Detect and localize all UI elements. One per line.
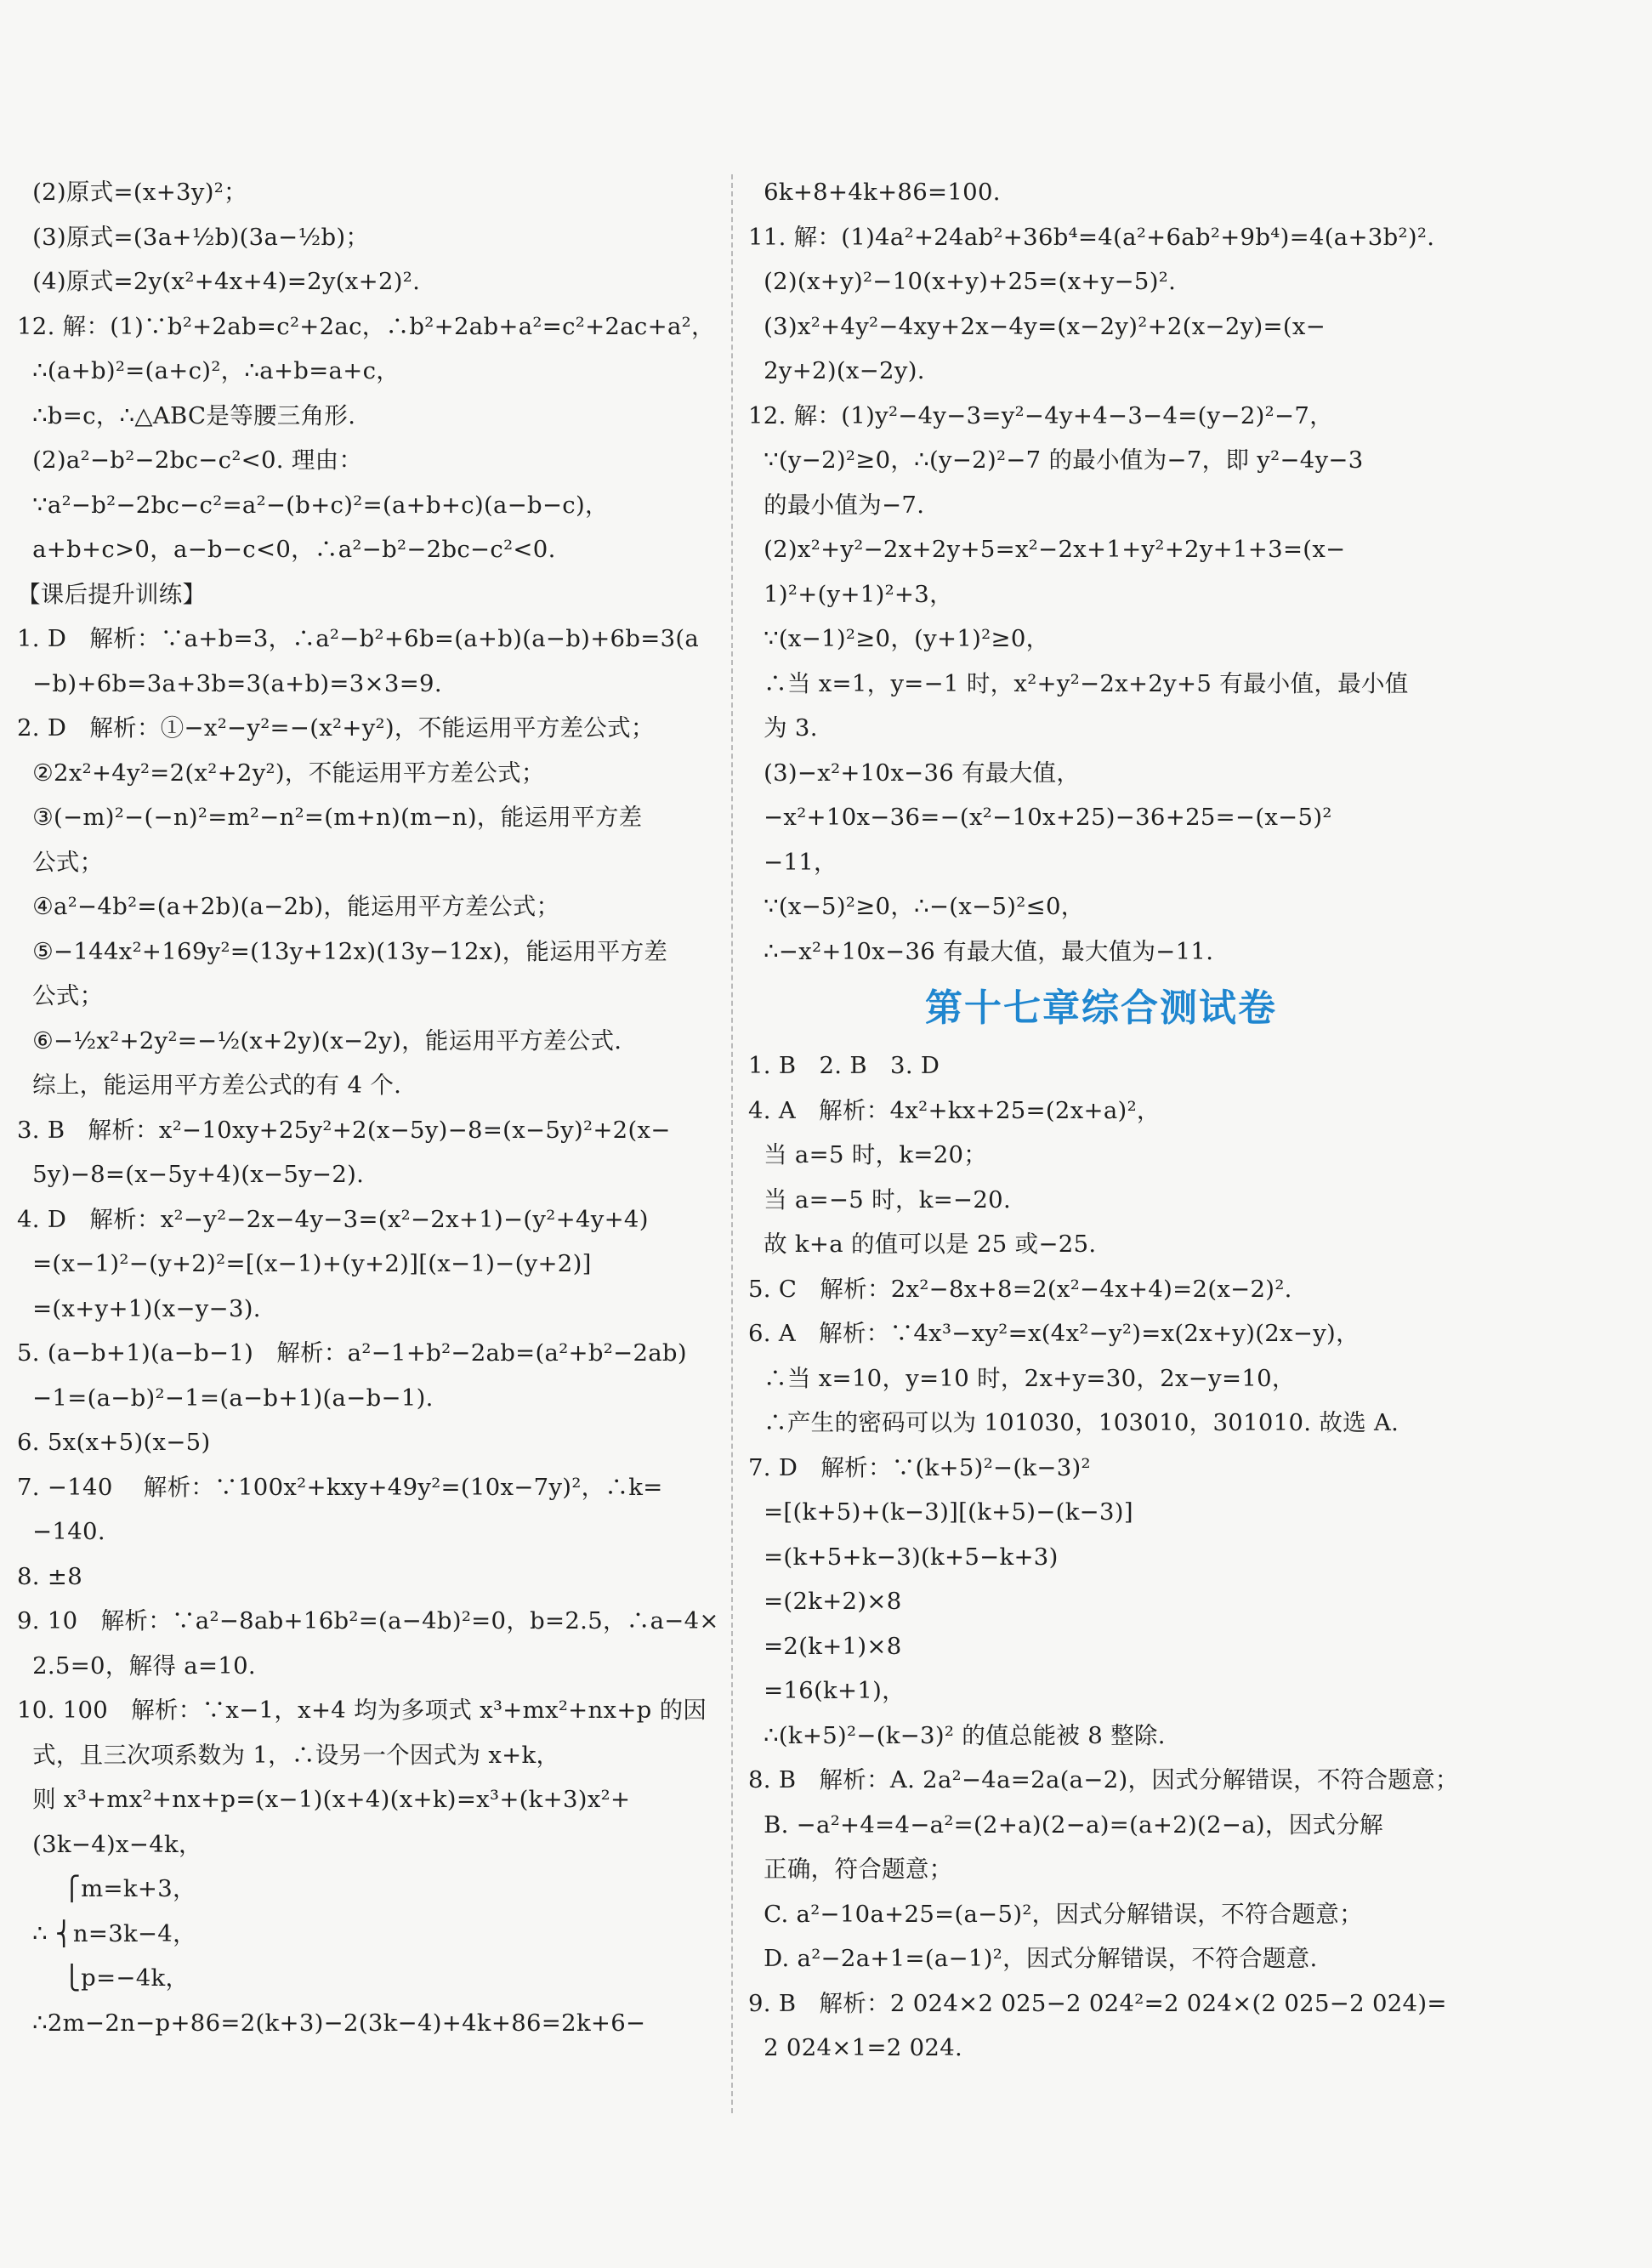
text-line: 9. 10 解析：∵a²−8ab+16b²=(a−4b)²=0，b=2.5，∴a−4× bbox=[17, 1607, 719, 1634]
text-line: 公式； bbox=[17, 848, 104, 876]
text-line: 12. 解：(1)∵b²+2ab=c²+2ac，∴b²+2ab+a²=c²+2ac+a²， bbox=[17, 312, 715, 340]
text-line: (2)a²−b²−2bc−c²<0. 理由： bbox=[17, 446, 363, 474]
text-line: 5y)−8=(x−5y+4)(x−5y−2). bbox=[17, 1161, 365, 1188]
text-line: 2.5=0，解得 a=10. bbox=[17, 1651, 256, 1680]
text-line: 6. 5x(x+5)(x−5) bbox=[17, 1429, 211, 1456]
text-line: ③(−m)²−(−n)²=m²−n²=(m+n)(m−n)，能运用平方差 bbox=[17, 804, 643, 831]
text-line: (2)(x+y)²−10(x+y)+25=(x+y−5)². bbox=[748, 268, 1177, 295]
text-line: 8. B 解析：A. 2a²−4a=2a(a−2)，因式分解错误，不符合题意； bbox=[748, 1766, 1459, 1793]
text-line: =(2k+2)×8 bbox=[748, 1588, 902, 1615]
text-line: (4)原式=2y(x²+4x+4)=2y(x+2)². bbox=[17, 268, 421, 295]
text-line: 正确，符合题意； bbox=[748, 1856, 953, 1883]
text-line: =(k+5+k−3)(k+5−k+3) bbox=[748, 1543, 1059, 1571]
text-line: (3)x²+4y²−4xy+2x−4y=(x−2y)²+2(x−2y)=(x− bbox=[748, 312, 1326, 340]
text-line: ∵(y−2)²≥0，∴(y−2)²−7 的最小值为−7，即 y²−4y−3 bbox=[748, 446, 1364, 474]
chapter-title: 第十七章综合测试卷 bbox=[925, 986, 1277, 1030]
text-line: −b)+6b=3a+3b=3(a+b)=3×3=9. bbox=[17, 669, 442, 697]
text-line: ∵(x−1)²≥0，(y+1)²≥0， bbox=[748, 625, 1050, 652]
text-line: 9. B 解析：2 024×2 025−2 024²=2 024×(2 025−2 024)= bbox=[748, 1989, 1447, 2017]
text-line: (3)原式=(3a+½b)(3a−½b)； bbox=[17, 223, 370, 251]
text-line: ⑤−144x²+169y²=(13y+12x)(13y−12x)，能运用平方差 bbox=[17, 937, 668, 965]
text-line: =[(k+5)+(k−3)][(k+5)−(k−3)] bbox=[748, 1498, 1133, 1526]
text-line: −11， bbox=[748, 848, 837, 876]
right-column-bottom bbox=[748, 1043, 1459, 2071]
text-line: ⎧m=k+3， bbox=[17, 1875, 196, 1902]
text-line: 为 3. bbox=[748, 714, 818, 742]
text-line: 2. D 解析：①−x²−y²=−(x²+y²)，不能运用平方差公式； bbox=[17, 714, 655, 742]
text-line: ∴b=c，∴△ABC是等腰三角形. bbox=[17, 401, 356, 429]
text-line: 1. D 解析：∵a+b=3，∴a²−b²+6b=(a+b)(a−b)+6b=3(a bbox=[17, 625, 700, 652]
text-line: 10. 100 解析：∵x−1，x+4 均为多项式 x³+mx²+nx+p 的因 bbox=[17, 1697, 707, 1724]
text-line: ∴−x²+10x−36 有最大值，最大值为−11. bbox=[748, 937, 1214, 965]
text-line: 1)²+(y+1)²+3， bbox=[748, 580, 953, 608]
text-line: 7. −140 解析：∵100x²+kxy+49y²=(10x−7y)²，∴k= bbox=[17, 1473, 663, 1501]
text-line: 则 x³+mx²+nx+p=(x−1)(x+4)(x+k)=x³+(k+3)x²+ bbox=[17, 1786, 631, 1813]
text-line: ⎩p=−4k， bbox=[17, 1964, 190, 1992]
text-line: =16(k+1)， bbox=[748, 1677, 905, 1704]
text-line: =(x−1)²−(y+2)²=[(x−1)+(y+2)][(x−1)−(y+2)] bbox=[17, 1250, 592, 1277]
text-line: D. a²−2a+1=(a−1)²，因式分解错误，不符合题意. bbox=[748, 1945, 1318, 1972]
text-line: 当 a=−5 时，k=−20. bbox=[748, 1185, 1012, 1214]
text-line: (2)原式=(x+3y)²； bbox=[17, 179, 247, 206]
text-line: 公式； bbox=[17, 982, 104, 1009]
text-line: 式，且三次项系数为 1，∴设另一个因式为 x+k， bbox=[17, 1741, 560, 1769]
text-line: ∵(x−5)²≥0，∴−(x−5)²≤0， bbox=[748, 893, 1085, 920]
text-line: ∴当 x=10，y=10 时，2x+y=30，2x−y=10， bbox=[748, 1364, 1296, 1392]
text-line: 综上，能运用平方差公式的有 4 个. bbox=[17, 1071, 402, 1099]
text-line: C. a²−10a+25=(a−5)²，因式分解错误，不符合题意； bbox=[748, 1900, 1363, 1928]
text-line: 6k+8+4k+86=100. bbox=[748, 179, 1001, 206]
text-line: ∴2m−2n−p+86=2(k+3)−2(3k−4)+4k+86=2k+6− bbox=[17, 2009, 646, 2037]
text-line: B. −a²+4=4−a²=(2+a)(2−a)=(a+2)(2−a)，因式分解 bbox=[748, 1810, 1383, 1839]
text-line: 5. (a−b+1)(a−b−1) 解析：a²−1+b²−2ab=(a²+b²−2ab) bbox=[17, 1339, 687, 1367]
text-line: ④a²−4b²=(a+2b)(a−2b)，能运用平方差公式； bbox=[17, 893, 560, 920]
text-line: =(x+y+1)(x−y−3). bbox=[17, 1294, 261, 1322]
text-line: −140. bbox=[17, 1518, 105, 1545]
text-line: 的最小值为−7. bbox=[748, 491, 925, 519]
text-line: ∴(a+b)²=(a+c)²，∴a+b=a+c， bbox=[17, 357, 400, 384]
text-line: ∴ ⎨n=3k−4， bbox=[17, 1919, 196, 1947]
text-line: ∵a²−b²−2bc−c²=a²−(b+c)²=(a+b+c)(a−b−c)， bbox=[17, 491, 609, 519]
text-line: ∴当 x=1，y=−1 时，x²+y²−2x+2y+5 有最小值，最小值 bbox=[748, 669, 1409, 697]
text-line: 2 024×1=2 024. bbox=[748, 2034, 963, 2061]
text-line: (2)x²+y²−2x+2y+5=x²−2x+1+y²+2y+1+3=(x− bbox=[748, 536, 1346, 563]
text-line: 当 a=5 时，k=20； bbox=[748, 1141, 988, 1168]
text-line: ②2x²+4y²=2(x²+2y²)，不能运用平方差公式； bbox=[17, 759, 545, 787]
text-line: 8. ±8 bbox=[17, 1562, 83, 1590]
text-line: ∴(k+5)²−(k−3)² 的值总能被 8 整除. bbox=[748, 1721, 1166, 1749]
text-line: 7. D 解析：∵(k+5)²−(k−3)² bbox=[748, 1453, 1091, 1481]
text-line: 5. C 解析：2x²−8x+8=2(x²−4x+4)=2(x−2)². bbox=[748, 1275, 1292, 1303]
text-line: (3k−4)x−4k， bbox=[17, 1830, 202, 1858]
text-line: 故 k+a 的值可以是 25 或−25. bbox=[748, 1231, 1097, 1258]
text-line: −x²+10x−36=−(x²−10x+25)−36+25=−(x−5)² bbox=[748, 804, 1332, 831]
text-line: 12. 解：(1)y²−4y−3=y²−4y+4−3−4=(y−2)²−7， bbox=[748, 401, 1333, 429]
text-line: 3. B 解析：x²−10xy+25y²+2(x−5y)−8=(x−5y)²+2(x− bbox=[17, 1116, 671, 1144]
text-line: 【课后提升训练】 bbox=[17, 580, 207, 608]
text-line: 1. B 2. B 3. D bbox=[748, 1052, 940, 1079]
text-line: =2(k+1)×8 bbox=[748, 1632, 902, 1660]
column-divider bbox=[731, 174, 733, 2113]
left-column bbox=[17, 170, 723, 2045]
text-line: −1=(a−b)²−1=(a−b+1)(a−b−1). bbox=[17, 1384, 434, 1412]
text-line: ∴产生的密码可以为 101030，103010，301010. 故选 A. bbox=[748, 1409, 1399, 1436]
text-line: 4. A 解析：4x²+kx+25=(2x+a)²， bbox=[748, 1096, 1161, 1124]
right-column-top bbox=[748, 170, 1454, 974]
text-line: 4. D 解析：x²−y²−2x−4y−3=(x²−2x+1)−(y²+4y+4) bbox=[17, 1205, 649, 1233]
text-line: a+b+c>0，a−b−c<0，∴a²−b²−2bc−c²<0. bbox=[17, 536, 556, 563]
text-line: 2y+2)(x−2y). bbox=[748, 357, 925, 384]
text-line: (3)−x²+10x−36 有最大值， bbox=[748, 759, 1081, 787]
text-line: 6. A 解析：∵4x³−xy²=x(4x²−y²)=x(2x+y)(2x−y)， bbox=[748, 1320, 1360, 1347]
right-column bbox=[748, 170, 1459, 2071]
text-line: ⑥−½x²+2y²=−½(x+2y)(x−2y)，能运用平方差公式. bbox=[17, 1026, 622, 1054]
text-line: 11. 解：(1)4a²+24ab²+36b⁴=4(a²+6ab²+9b⁴)=4(a+3b²)². bbox=[748, 223, 1435, 251]
